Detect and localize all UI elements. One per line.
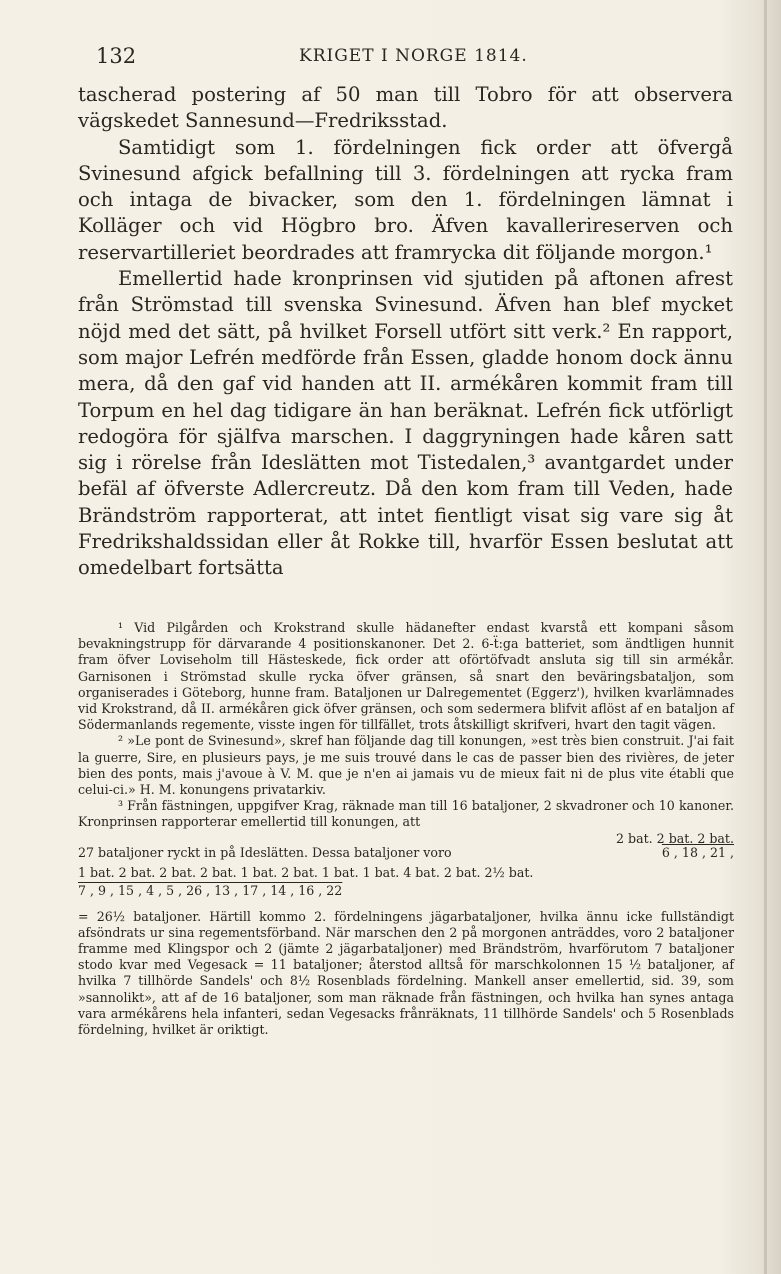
footnote-3-rest: = 26½ bataljoner. Härtill kommo 2. fördelningens jägarbataljoner, hvilka ännu icke fullständigt afsöndrats ur sina regementsförband. När marschen den 2 på morgonen anträddes, voro 2 bataljoner framme med Klingspor och 2 (jämte 2 jägarbataljoner) med Brändström, hvarförutom 7 bataljoner stodo kvar med Vegesack = 11 bataljoner; återstod alltså för marschkolonnen 15 ½ bataljoner, af hvilka 7 tillhörde Sandels' och 8½ Rosenblads fördelning. Mankell anser emellertid, sid. 39, som »sannolikt», att af de 16 bataljoner, som man räknade från fästningen, och hvilka han synes antaga vara armékårens hela infanteri, sedan Vegesacks frånräknats, 11 tillhörde Sandels' och 5 Rosenblads fördelning, hvilket är oriktigt. xyxy=(78,908,734,1038)
fraction-row-1-main xyxy=(78,845,734,863)
footnote-3-fractions xyxy=(78,831,734,909)
body-paragraph-3: Emellertid hade kronprinsen vid sjutiden på aftonen afrest från Strömstad till svenska Svinesund. Äfven han blef mycket nöjd med det sätt, på hvilket Forsell utfört sitt verk.² En rapport, som major Lefrén medförde från Essen, gladde honom dock ännu mera, då den gaf vid handen att II. armékåren kommit fram till Torpum en hel dag tidigare än han beräknat. Lefrén fick utförligt redogöra för själfva marschen. I daggryningen hade kåren satt sig i rörelse från Ideslätten mot Tistedalen,³ avantgardet under befäl af öfverste Adlercreutz. Då den kom fram till Veden, hade Brändström rapporterat, att intet fientligt visat sig vare sig åt Fredrikshaldssidan eller åt Rokke till, hvarför Essen beslutat att omedelbart fortsätta xyxy=(78,267,733,580)
fraction-row-1-bottom: 6 , 18 , 21 , xyxy=(661,844,734,860)
footnotes xyxy=(78,620,734,1038)
fraction-row-2-bottom: 7 , 9 , 15 , 4 , 5 , 26 , 13 , 17 , 14 , 16 , 22 xyxy=(78,882,343,898)
body-paragraph-2: Samtidigt som 1. fördelningen fick order att öfvergå Svinesund afgick befallning till 3. fördelningen att rycka fram och intaga de bivacker, som den 1. fördelningen lämnat i Kolläger och vid Högbro bro. Äfven kavallerireserven och reservartilleriet beordrades att framrycka dit följande morgon.¹ xyxy=(78,135,733,264)
running-title: KRIGET I NORGE 1814. xyxy=(299,46,528,66)
page-number: 132 xyxy=(96,44,137,68)
footnote-1: ¹ Vid Pilgården och Krokstrand skulle hädanefter endast kvarstå ett kompani såsom bevakningstrupp för därvarande 4 positionskanoner. Det 2. 6-ẗ:ga batteriet, som ändtligen hunnit fram öfver Loviseholm till Hästeskede, fick order att oförtöfvadt ansluta sig till sin armékår. Garnisonen i Strömstad skulle rycka öfver gränsen, så snart den beväringsbataljon, som organiserades i Göteborg, hunne fram. Bataljonen ur Dalregementet (Eggerz'), hvilken kvarlämnades vid Krokstrand, då II. armékåren gick öfver gränsen, och som sedermera blifvit aflöst af en bataljon af Södermanlands regemente, visste ingen för tillfället, trots åtskilligt skrifveri, hvart den tagit vägen. xyxy=(78,620,734,733)
body-paragraph-1: tascherad postering af 50 man till Tobro för att observera vägskedet Sannesund—Fredriksstad. xyxy=(78,83,733,133)
fraction-row-2-denominators xyxy=(78,883,734,901)
page-header xyxy=(96,44,706,70)
footnote-2: ² »Le pont de Svinesund», skref han följande dag till konungen, »est très bien construit. J'ai fait la guerre, Sire, en plusieurs pays, je me suis trouvé dans le cas de passer bien des rivières, de jeter bien des ponts, mais j'avoue à V. M. que je n'en ai jamais vu de mieux fait ni de plus vite établi que celui-ci.» H. M. konungens privatarkiv. xyxy=(78,733,734,798)
fraction-row-1-top: 2 bat. 2 bat. 2 bat. xyxy=(616,830,734,846)
fraction-row-2-top: 1 bat. 2 bat. 2 bat. 2 bat. 1 bat. 2 bat. 1 bat. 1 bat. 4 bat. 2 bat. 2½ bat. xyxy=(78,864,534,880)
main-text xyxy=(78,82,733,582)
fraction-row-2-numerators xyxy=(78,865,734,883)
fraction-row-1-text: 27 bataljoner ryckt in på Ideslätten. Dessa bataljoner voro xyxy=(78,844,452,860)
footnote-3-intro: ³ Från fästningen, uppgifver Krag, räknade man till 16 bataljoner, 2 skvadroner och 10 kanoner. Kronprinsen rapporterar emellertid till konungen, att xyxy=(78,798,734,830)
page-spine-edge xyxy=(764,0,767,1274)
